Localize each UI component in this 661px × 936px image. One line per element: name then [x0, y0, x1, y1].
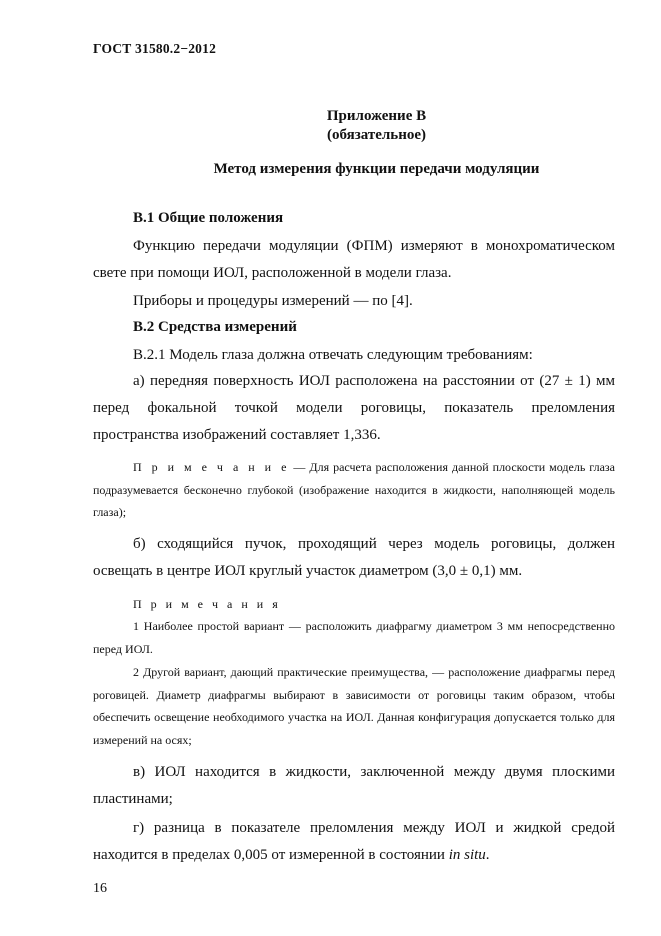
clause-b21: В.2.1 Модель глаза должна отвечать следующим требованиям: — [133, 347, 533, 363]
annex-heading — [0, 107, 661, 145]
note-1: 1 Наиболее простой вариант — расположить диафрагму диаметром 3 мм непосредственно перед ИОЛ. — [93, 619, 615, 656]
list-item-a: а) передняя поверхность ИОЛ расположена на расстоянии от (27 ± 1) мм перед фокальной точкой модели роговицы, показатель преломления пространства изображений составляет 1,336. — [93, 373, 615, 443]
note-a — [93, 456, 615, 524]
list-item-g — [93, 815, 615, 869]
section-b1-paragraph-2: Приборы и процедуры измерений — по [4]. — [133, 293, 413, 309]
annex-status: (обязательное) — [326, 127, 427, 143]
list-item-g-end: . — [485, 847, 490, 863]
list-item-b: б) сходящийся пучок, проходящий через модель роговицы, должен освещать в центре ИОЛ круглый участок диаметром (3,0 ± 0,1) мм. — [93, 536, 615, 579]
note-a-label: П р и м е ч а н и е — [133, 460, 290, 474]
list-item-v: в) ИОЛ находится в жидкости, заключенной между двумя плоскими пластинами; — [93, 764, 615, 807]
section-b2-heading: В.2 Средства измерений — [133, 319, 297, 335]
section-b1-heading: В.1 Общие положения — [133, 210, 284, 226]
document-header: ГОСТ 31580.2−2012 — [93, 41, 217, 56]
annex-title: Метод измерения функции передачи модуляции — [213, 161, 540, 177]
note-2: 2 Другой вариант, дающий практические преимущества, — расположение диафрагмы перед роговицей. Диаметр диафрагмы выбирают в зависимости от роговицы таким образом, чтобы обеспечить освещение необходимого участка на ИОЛ. Данная конфигурация допускается только для измерений на осях; — [93, 665, 615, 747]
annex-label: Приложение В — [326, 108, 427, 124]
list-item-g-italic: in situ — [448, 847, 486, 863]
section-b1-paragraph-1: Функцию передачи модуляции (ФПМ) измеряют в монохроматическом свете при помощи ИОЛ, расположенной в модели глаза. — [93, 238, 615, 281]
note-a-text: — Для расчета расположения данной плоскости модель глаза подразумевается бесконечно глубокой (изображение находится в жидкости, наполняющей модель глаза); — [93, 460, 615, 519]
page-number: 16 — [93, 881, 107, 896]
list-item-g-text: г) разница в показателе преломления между ИОЛ и жидкой средой находится в пределах 0,005 от измеренной в состоянии — [93, 820, 615, 863]
notes-label: П р и м е ч а н и я — [133, 597, 281, 611]
